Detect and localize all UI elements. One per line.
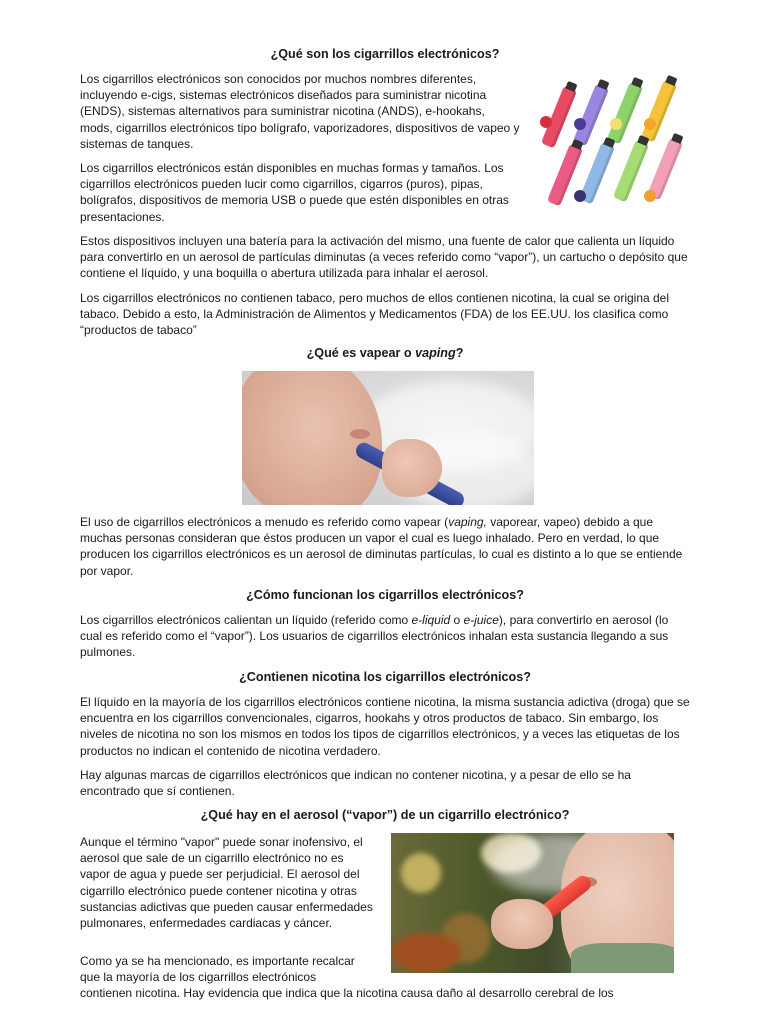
fruit-strawberry xyxy=(540,116,552,128)
lips xyxy=(350,429,370,439)
heading-what-are-ecigs: ¿Qué son los cigarrillos electrónicos? xyxy=(270,47,500,61)
fruit-lemon xyxy=(610,118,622,130)
hand xyxy=(491,899,553,949)
paragraph-aerosol: Aunque el término "vapor" puede sonar inofensivo, el aerosol que sale de un cigarrillo electrónico no es vapor de agua y puede ser perjudicial. El aerosol del cigarrillo electrónico puede contener nicotina y otras sustancias adictivas que pueden causar enfermedades pulmonares, enfermedades cardiacas y cáncer. xyxy=(80,835,373,931)
woman-vaping-photo-2 xyxy=(391,833,674,973)
fruit-mango xyxy=(644,118,656,130)
paragraph-brands: Hay algunas marcas de cigarrillos electrónicos que indican no contener nicotina, y a pesar de ello se ha encontrado que sí contienen. xyxy=(80,768,631,799)
pen-yellow xyxy=(641,80,677,143)
woman-vaping-photo-1 xyxy=(242,371,534,505)
paragraph-how-they-work: Los cigarrillos electrónicos calientan un líquido (referido como e-liquid o e-juice), para convertirlo en aerosol (lo cual es referido como el “vapor”). Los usuarios de cigarrillos electrónicos inhalan esta sustancia llegando a sus pulmones. xyxy=(80,613,669,660)
heading-nicotine: ¿Contienen nicotina los cigarrillos electrónicos? xyxy=(239,670,531,684)
fruit-orange xyxy=(644,190,656,202)
jacket xyxy=(571,943,674,973)
pen-green xyxy=(607,82,643,145)
fruit-grape xyxy=(574,118,586,130)
fruit-blueberry xyxy=(574,190,586,202)
heading-aerosol: ¿Qué hay en el aerosol (“vapor”) de un cigarrillo electrónico? xyxy=(200,808,570,822)
vape-pens-image xyxy=(534,72,694,212)
paragraph-no-tobacco: Los cigarrillos electrónicos no contienen tabaco, pero muchos de ellos contienen nicotina, la cual se origina del tabaco. Debido a esto, la Administración de Alimentos y Medicamentos (FDA) de los EE.UU. los clasifica como “productos de tabaco” xyxy=(80,291,670,338)
paragraph-vaping: El uso de cigarrillos electrónicos a menudo es referido como vapear (vaping, vaporear, vapeo) debido a que muchas personas consideran que éstos producen un vapor el cual es luego inhalado. Pero en verdad, lo que producen los cigarrillos electrónicos es un aerosol de diminutas partículas, lo cual es distinto a lo que se entiende por vapor. xyxy=(80,515,683,578)
paragraph-names: Los cigarrillos electrónicos son conocidos por muchos nombres diferentes, incluyendo e-cigs, sistemas electrónicos diseñados para suministrar nicotina (ENDS), sistemas alternativos para suministrar nicotina (ANDS), e-hookahs, mods, cigarrillos electrónicos tipo bolígrafo, vaporizadores, dispositivos de vapeo y sistemas de tanques. xyxy=(80,72,520,151)
paragraph-recall-continued: contienen nicotina. Hay evidencia que indica que la nicotina causa daño al desarrollo cerebral de los xyxy=(80,986,614,1000)
heading-what-is-vaping: ¿Qué es vapear o vaping? xyxy=(306,346,464,360)
paragraph-nicotine: El líquido en la mayoría de los cigarrillos electrónicos contiene nicotina, la misma sustancia adictiva (droga) que se encuentra en los cigarrillos convencionales, cigarros, hookahs y otros productos de tabaco. Sin embargo, los niveles de nicotina no son los mismos en todos los tipos de cigarrillos electrónicos, y a veces las etiquetas de los productos no indican el contenido de nicotina verdadero. xyxy=(80,695,690,758)
heading-how-they-work: ¿Cómo funcionan los cigarrillos electrónicos? xyxy=(246,588,524,602)
paragraph-components: Estos dispositivos incluyen una batería para la activación del mismo, una fuente de calor que calienta un líquido para convertirlo en un aerosol de partículas diminutas (a veces referido como “vapor”), un cartucho o depósito que contiene el líquido, y una boquilla o abertura utilizada para inhalar el aerosol. xyxy=(80,234,688,281)
paragraph-shapes: Los cigarrillos electrónicos están disponibles en muchas formas y tamaños. Los cigarrillos electrónicos pueden lucir como cigarrillos, cigarros (puros), pipas, bolígrafos, dispositivos de memoria USB o puede que estén disponibles en otras presentaciones. xyxy=(80,161,509,224)
hand xyxy=(382,439,442,497)
paragraph-recall: Como ya se ha mencionado, es importante recalcar que la mayoría de los cigarrillos electrónicos xyxy=(80,954,355,985)
pen-purple xyxy=(573,84,609,147)
